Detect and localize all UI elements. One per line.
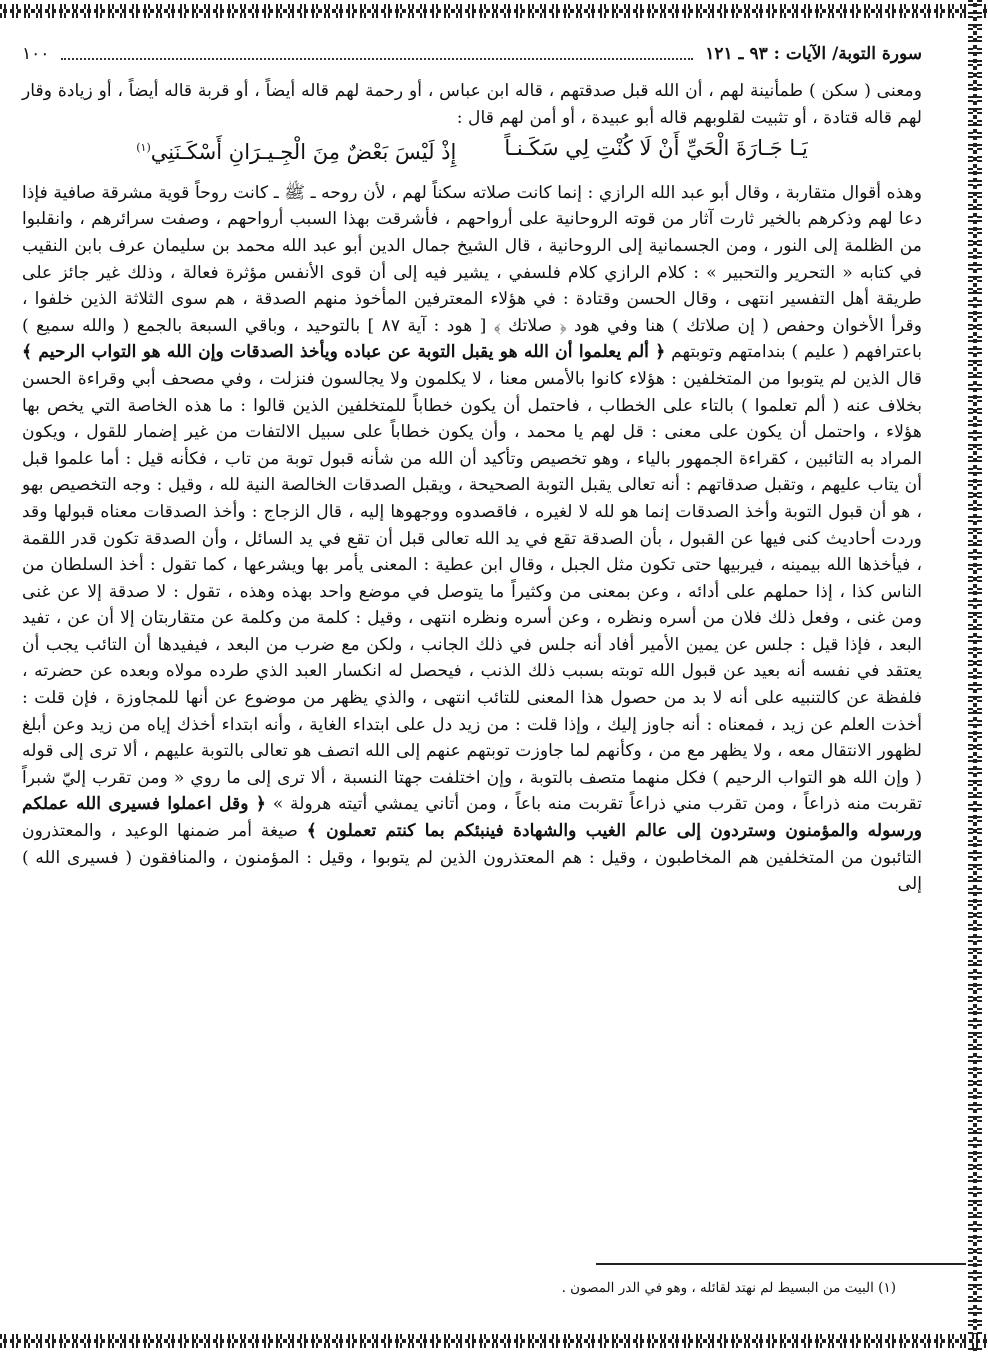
footnote: (١) البيت من البسيط لم نهتد لقائله ، وهو في الدر المصون .: [561, 1280, 896, 1296]
poetry-verse: [22, 135, 922, 166]
page-number: ١٠٠: [22, 44, 50, 64]
page-content: [22, 36, 922, 898]
ornamental-border-bottom: [0, 1334, 988, 1348]
paragraph-2: وهذه أقوال متقاربة ، وقال أبو عبد الله الرازي : إنما كانت صلاته سكناً لهم ، لأن روحه ـ ﷺ ـ كانت روحاً قوية مشرقة صافية فإذا دعا لهم وذكرهم بالخير ثارت آثار من قوته الروحانية على أرواحهم ، فأشرقت بهذا السبب أرواحهم ، وصفت سرائرهم ، وانقلبوا من الظلمة إلى النور ، ومن الجسمانية إلى الروحانية ، قال الشيخ جمال الدين أبو عبد الله محمد بن سليمان عرف بابن النقيب في كتابه « التحرير والتحبير » : كلام الرازي كلام فلسفي ، يشير فيه إلى أن قوى الأنفس مؤثرة فعالة ، وذلك غير جائز على طريقة أهل التفسير انتهى ، وقال الحسن وقتادة : في هؤلاء المعترفين المأخوذ منهم الصدقة ، هم سوى الثلاثة الذين خلفوا ، وقرأ الأخوان وحفص ( إن صلاتك ) هنا وفي هود ﴿ صلاتك ﴾ [ هود : آية ٨٧ ] بالتوحيد ، وباقي السبعة بالجمع ( والله سميع ) باعترافهم ( عليم ) بندامتهم وتوبتهم ﴿ ألم يعلموا أن الله هو يقبل التوبة عن عباده ويأخذ الصدقات وإن الله هو التواب الرحيم ﴾ قال الذين لم يتوبوا من المتخلفين : هؤلاء كانوا بالأمس معنا ، لا يكلمون ولا يجالسون فنزلت ، وفي مصحف أبي وقراءة الحسن بخلاف عنه ( ألم تعلموا ) بالتاء على الخطاب ، فاحتمل أن يكون خطاباً للمتخلفين الذين قالوا : ما هذه الخاصة التي يخص بها هؤلاء ، واحتمل أن يكون على معنى : قل لهم يا محمد ، وأن يكون خطاباً على سبيل الالتفات من غير إضمار للقول ، ويكون المراد به التائبين ، كقراءة الجمهور بالياء ، وهو تخصيص وتأكيد أن الله من شأنه قبول توبة من تاب ، فكأنه قيل : أما علموا قبل أن يتاب عليهم ، وتقبل صدقاتهم : أنه تعالى يقبل التوبة الصحيحة ، ويقبل الصدقات الخالصة النية لله ، وقيل : وجه التخصيص بهو ، هو أن قبول التوبة وأخذ الصدقات إنما هو لله لا لغيره ، فاقصدوه ووجهوها إليه ، قال الزجاج : وأخذ الصدقات معناه قبولها وقد وردت أحاديث كنى فيها عن القبول ، بأن الصدقة تقع في يد الله تعالى قبل أن تقع في يد السائل ، وأن الصدقة تكون قدر اللقمة ، فيأخذها الله بيمينه ، فيربيها حتى تكون مثل الجبل ، وقال ابن عطية : المعنى يأمر بها ويشرعها ، كما تقول : أخذ السلطان من الناس كذا ، إذا حملهم على أدائه ، وعن بمعنى من وكثيراً ما يتوصل في موضع واحد بهذه وهذه ، تقول : لا صدقة إلا عن غنى ومن غنى ، وفعل ذلك فلان من أسره ونظره ، وعن أسره ونظره انتهى ، وقيل : كلمة من وكلمة عن متقاربتان إلا أن عن ، تفيد البعد ، فإذا قيل : جلس عن يمين الأمير أفاد أنه جلس في ذلك الجانب ، ولكن مع ضرب من البعد ، فيفيدها أن التائب يجب أن يعتقد في نفسه أنه بعيد عن قبول الله توبته بسبب ذلك الذنب ، فيحصل له انكسار العبد الذي طرده مولاه وبعده عن حضرته ، فلفظة عن كالتنبيه على أنه لا بد من حصول هذا المعنى للتائب انتهى ، والذي يظهر من موضوع عن أنها للمجاوزة ، فإن قلت : أخذت العلم عن زيد ، فمعناه : أنه جاوز إليك ، وإذا قلت : من زيد دل على ابتداء الغاية ، وأنه ابتداء أخذك إياه من زيد وعن أبلغ لظهور الانتقال معه ، ولا يظهر مع من ، وكأنهم لما جاوزت توبتهم عنهم إلى الله اتصف هو تعالى بالتوبة عليهم ، ألا ترى إلى قوله ( وإن الله هو التواب الرحيم ) فكل منهما متصف بالتوبة ، وإن اختلفت جهتا النسبة ، ألا ترى إلى ما روي « ومن تقرب إليّ شبراً تقربت منه ذراعاً ، ومن تقرب مني ذراعاً تقربت منه باعاً ، ومن أتاني يمشي أتيته هرولة » ﴿ وقل اعملوا فسيرى الله عملكم ورسوله والمؤمنون وستردون إلى عالم الغيب والشهادة فينبئكم بما كنتم تعملون ﴾ صيغة أمر ضمنها الوعيد ، والمعتذرون التائبون من المتخلفين هم المخاطبون ، وقيل : هم المعتذرون الذين لم يتوبوا ، وقيل : المؤمنون ، والمنافقون ( فسيرى الله ) إلى: [22, 182, 923, 895]
footnote-mark: (١): [136, 141, 151, 155]
paragraph-1: ومعنى ( سكن ) طمأنينة لهم ، أن الله قبل صدقتهم ، قاله ابن عباس ، أو رحمة لهم قاله أيضاً ، أو قربة قاله أيضاً ، أو زيادة وقار لهم قاله قتادة ، أو تثبيت لقلوبهم قاله أبو عبيدة ، أو أمن لهم قال :: [22, 81, 922, 128]
verse-right-hemistich: يَـا جَـارَةَ الْحَيِّ أَنْ لَا كُنْتِ لِي سَكَـنـاً: [504, 136, 808, 161]
footnote-separator: [596, 1263, 966, 1265]
ornamental-border-right: [968, 0, 982, 1354]
ornamental-border-top: [0, 4, 988, 18]
quran-verse-1: ﴿ ألم يعلموا أن الله هو يقبل التوبة عن عباده ويأخذ الصدقات وإن الله هو التواب الرحيم ﴾: [22, 342, 666, 363]
body-text: [22, 78, 922, 898]
page-header: [22, 36, 922, 72]
verse-left-hemistich: إِذْ لَيْسَ بَعْضٌ مِنَ الْجِـيـرَانِ أَسْكَـنَنِي$^{(١)}$: [136, 140, 457, 165]
header-leader-dots: [61, 48, 693, 60]
surah-title: سورة التوبة/ الآيات : ٩٣ ـ ١٢١: [705, 44, 922, 64]
quran-verse-2: ﴿ وقل اعملوا فسيرى الله عملكم ورسوله والمؤمنون وستردون إلى عالم الغيب والشهادة فينبئكم بما كنتم تعملون ﴾: [22, 794, 923, 842]
